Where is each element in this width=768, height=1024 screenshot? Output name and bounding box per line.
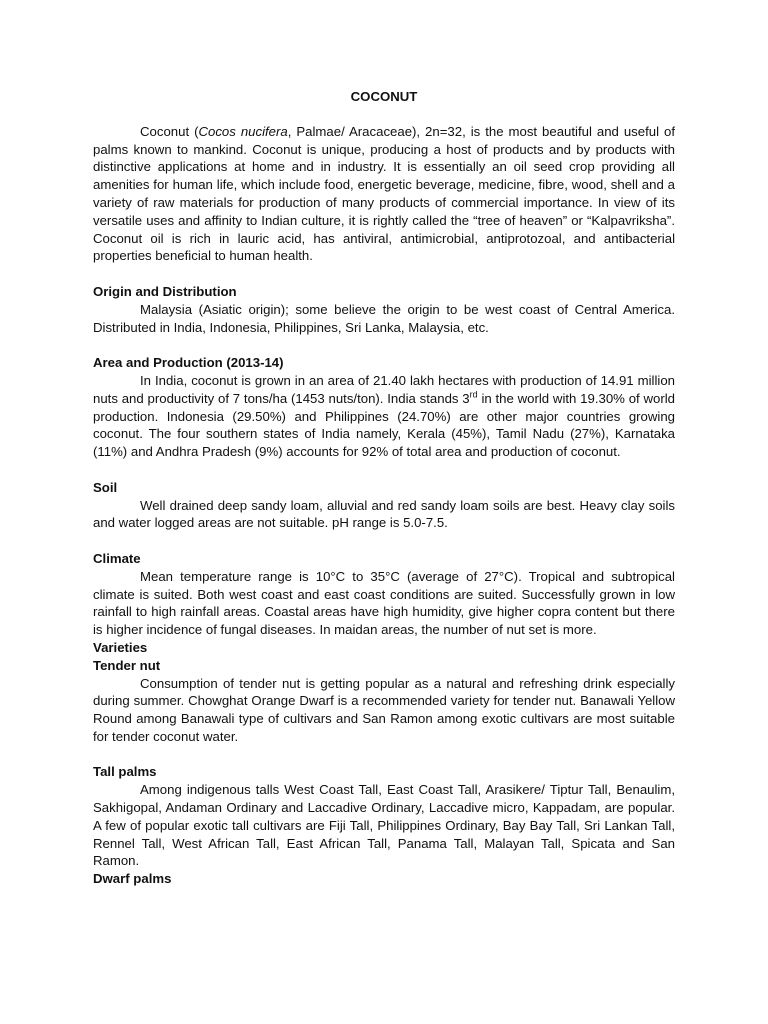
- varieties-heading: Varieties: [93, 639, 148, 655]
- tender-nut-heading: Tender nut: [93, 657, 161, 673]
- origin-heading: Origin and Distribution: [93, 283, 237, 299]
- area-paragraph: In India, coconut is grown in an area of 21.40 lakh hectares with production of 14.91 million nuts and productivity of 7 tons/ha (1453 nuts/ton). India stands 3rd in the world with 19.30% of world production. Indonesia (29.50%) and Philippines (24.70%) are other major countries growing coconut. The four southern states of India namely, Kerala (45%), Tamil Nadu (27%), Karnataka (11%) and Andhra Pradesh (9%) accounts for 92% of total area and production of coconut.: [93, 372, 675, 460]
- scientific-name: Cocos nucifera: [198, 123, 288, 139]
- climate-paragraph: Mean temperature range is 10°C to 35°C (average of 27°C). Tropical and subtropical climate is suited. Both west coast and east coast conditions are suited. Successfully grown in low rainfall to high rainfall areas. Coastal areas have high humidity, give higher copra content but there is higher incidence of fungal diseases. In maidan areas, the number of nut set is more.: [93, 568, 675, 638]
- origin-paragraph: Malaysia (Asiatic origin); some believe the origin to be west coast of Central America. Distributed in India, Indonesia, Philippines, Sri Lanka, Malaysia, etc.: [93, 301, 675, 335]
- area-heading: Area and Production (2013-14): [93, 355, 284, 371]
- climate-heading: Climate: [93, 550, 141, 566]
- soil-paragraph: Well drained deep sandy loam, alluvial and red sandy loam soils are best. Heavy clay soils and water logged areas are not suitable. pH range is 5.0-7.5.: [93, 497, 675, 531]
- soil-heading: Soil: [93, 479, 118, 495]
- intro-paragraph: Coconut (Cocos nucifera, Palmae/ Aracaceae), 2n=32, is the most beautiful and useful of palms known to mankind. Coconut is unique, producing a host of products and by products with distinctive applications at home and in industry. It is essentially an oil seed crop providing all amenities for human life, which include food, energetic beverage, medicine, fibre, wood, shell and a variety of raw materials for production of many products of commercial importance. In view of its versatile uses and affinity to Indian culture, it is rightly called the “tree of heaven” or “Kalpavriksha”. Coconut oil is rich in lauric acid, has antiviral, antimicrobial, antiprotozoal, and antibacterial properties beneficial to human health.: [93, 123, 675, 264]
- tall-palms-paragraph: Among indigenous talls West Coast Tall, East Coast Tall, Arasikere/ Tiptur Tall, Benaulim, Sakhigopal, Andaman Ordinary and Laccadive Ordinary, Laccadive micro, Kappadam, are popular. A few of popular exotic tall cultivars are Fiji Tall, Philippines Ordinary, Bay Bay Tall, Sri Lankan Tall, Rennel Tall, West African Tall, East African Tall, Panama Tall, Malayan Tall, Spicata and San Ramon.: [93, 782, 675, 869]
- tall-palms-heading: Tall palms: [93, 764, 157, 780]
- document-title: COCONUT: [350, 89, 418, 104]
- tender-nut-paragraph: Consumption of tender nut is getting popular as a natural and refreshing drink especially during summer. Chowghat Orange Dwarf is a recommended variety for tender nut. Banawali Yellow Round among Banawali type of cultivars and San Ramon among exotic cultivars are most suitable for tender coconut water.: [93, 675, 675, 744]
- dwarf-palms-heading: Dwarf palms: [93, 871, 172, 887]
